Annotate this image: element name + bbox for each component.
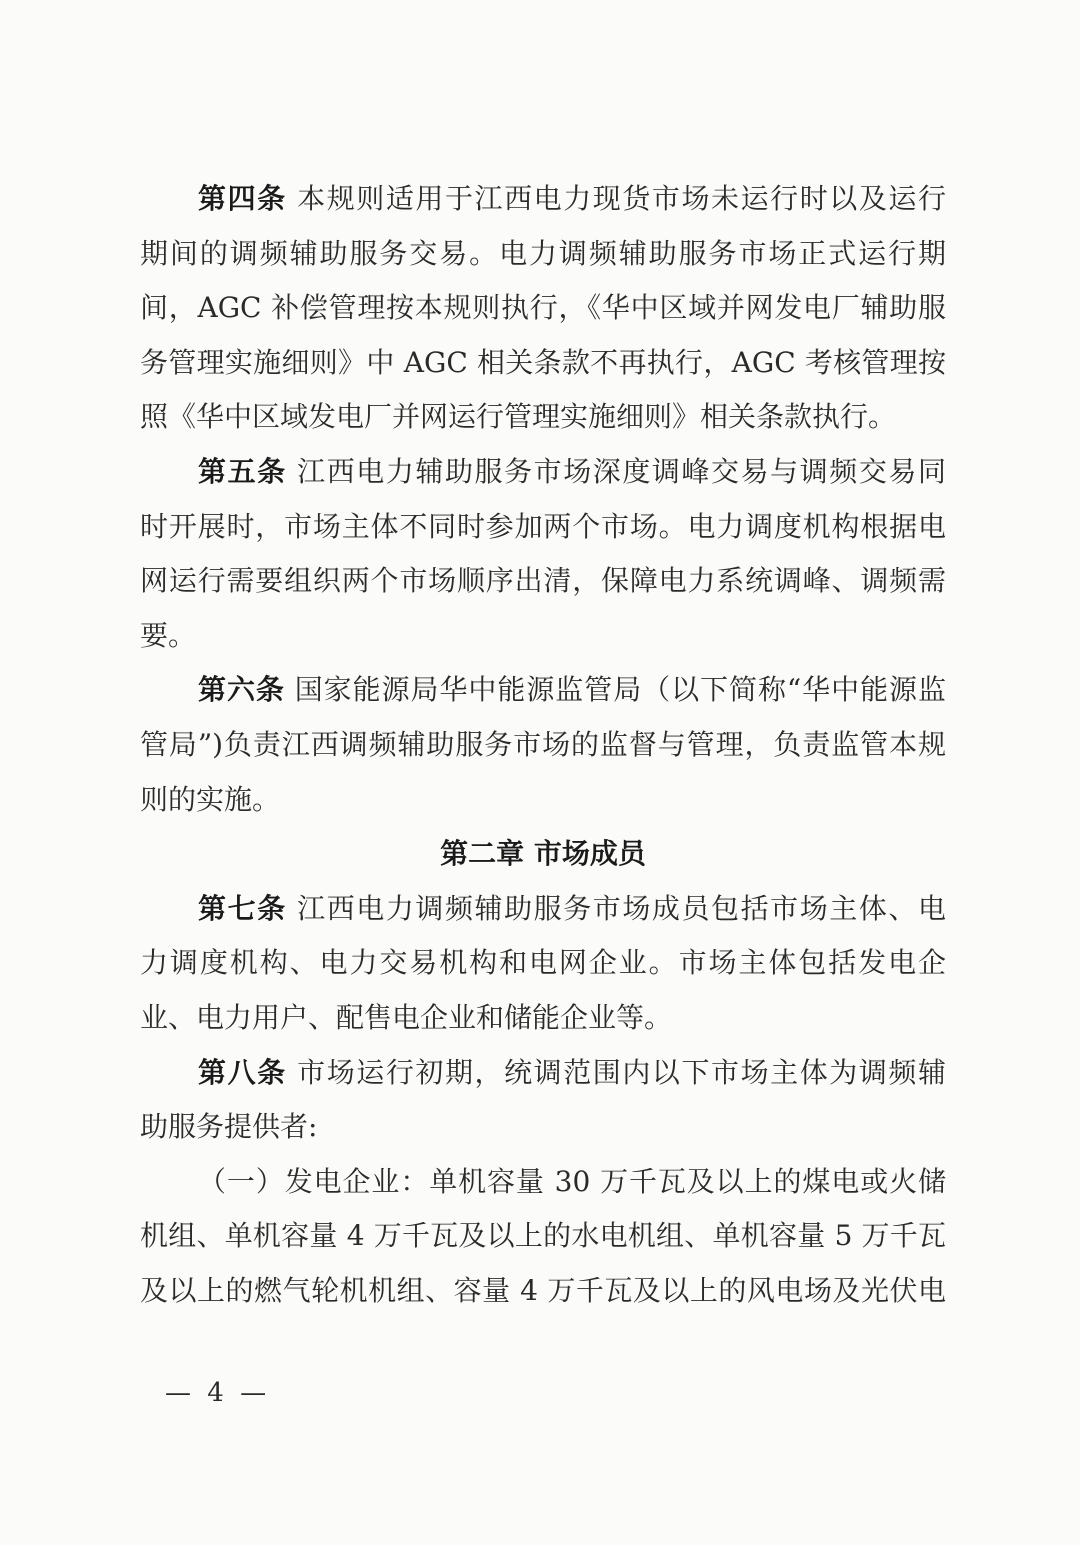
item-1-line: 机组、单机容量 4 万千瓦及以上的水电机组、单机容量 5 万千瓦 [140, 1219, 946, 1253]
article-8-title: 第八条 [198, 1055, 287, 1089]
article-8-line: 助服务提供者: [140, 1110, 318, 1144]
article-4-line: 照《华中区域发电厂并网运行管理实施细则》相关条款执行。 [140, 400, 897, 434]
item-1-line: 及以上的燃气轮机机组、容量 4 万千瓦及以上的风电场及光伏电 [140, 1273, 946, 1307]
article-7-line: 第七条 江西电力调频辅助服务市场成员包括市场主体、电 [198, 891, 946, 925]
article-5-line: 第五条 江西电力辅助服务市场深度调峰交易与调频交易同 [198, 454, 946, 488]
article-5-line: 时开展时，市场主体不同时参加两个市场。电力调度机构根据电 [140, 509, 946, 543]
article-5-line: 网运行需要组织两个市场顺序出清，保障电力系统调峰、调频需 [140, 564, 946, 598]
article-6-line: 管局”)负责江西调频辅助服务市场的监督与管理，负责监管本规 [140, 727, 946, 761]
article-4-line: 第四条 本规则适用于江西电力现货市场未运行时以及运行 [198, 182, 946, 215]
article-4-line: 期间的调频辅助服务交易。电力调频辅助服务市场正式运行期 [140, 236, 946, 270]
article-5-line: 要。 [140, 618, 197, 652]
article-6-title: 第六条 [198, 673, 285, 707]
article-6-line: 则的实施。 [140, 782, 281, 816]
article-4-line: 间，AGC 补偿管理按本规则执行，《华中区域并网发电厂辅助服 [140, 291, 946, 325]
document-body [140, 172, 946, 1318]
article-5-title: 第五条 [198, 454, 287, 488]
article-4-title: 第四条 [198, 182, 287, 215]
article-7-title: 第七条 [198, 891, 287, 925]
item-1-line: （一）发电企业：单机容量 30 万千瓦及以上的煤电或火储 [198, 1164, 946, 1198]
article-7-line: 力调度机构、电力交易机构和电网企业。市场主体包括发电企 [140, 946, 946, 980]
article-6-line: 第六条 国家能源局华中能源监管局（以下简称“华中能源监 [198, 673, 946, 707]
page-number: — 4 — [165, 1378, 271, 1408]
article-7-line: 业、电力用户、配售电企业和储能企业等。 [140, 1000, 673, 1034]
article-4-line: 务管理实施细则》中 AGC 相关条款不再执行，AGC 考核管理按 [140, 345, 946, 379]
chapter-heading: 第二章 市场成员 [440, 837, 646, 871]
article-8-line: 第八条 市场运行初期，统调范围内以下市场主体为调频辅 [198, 1055, 946, 1089]
